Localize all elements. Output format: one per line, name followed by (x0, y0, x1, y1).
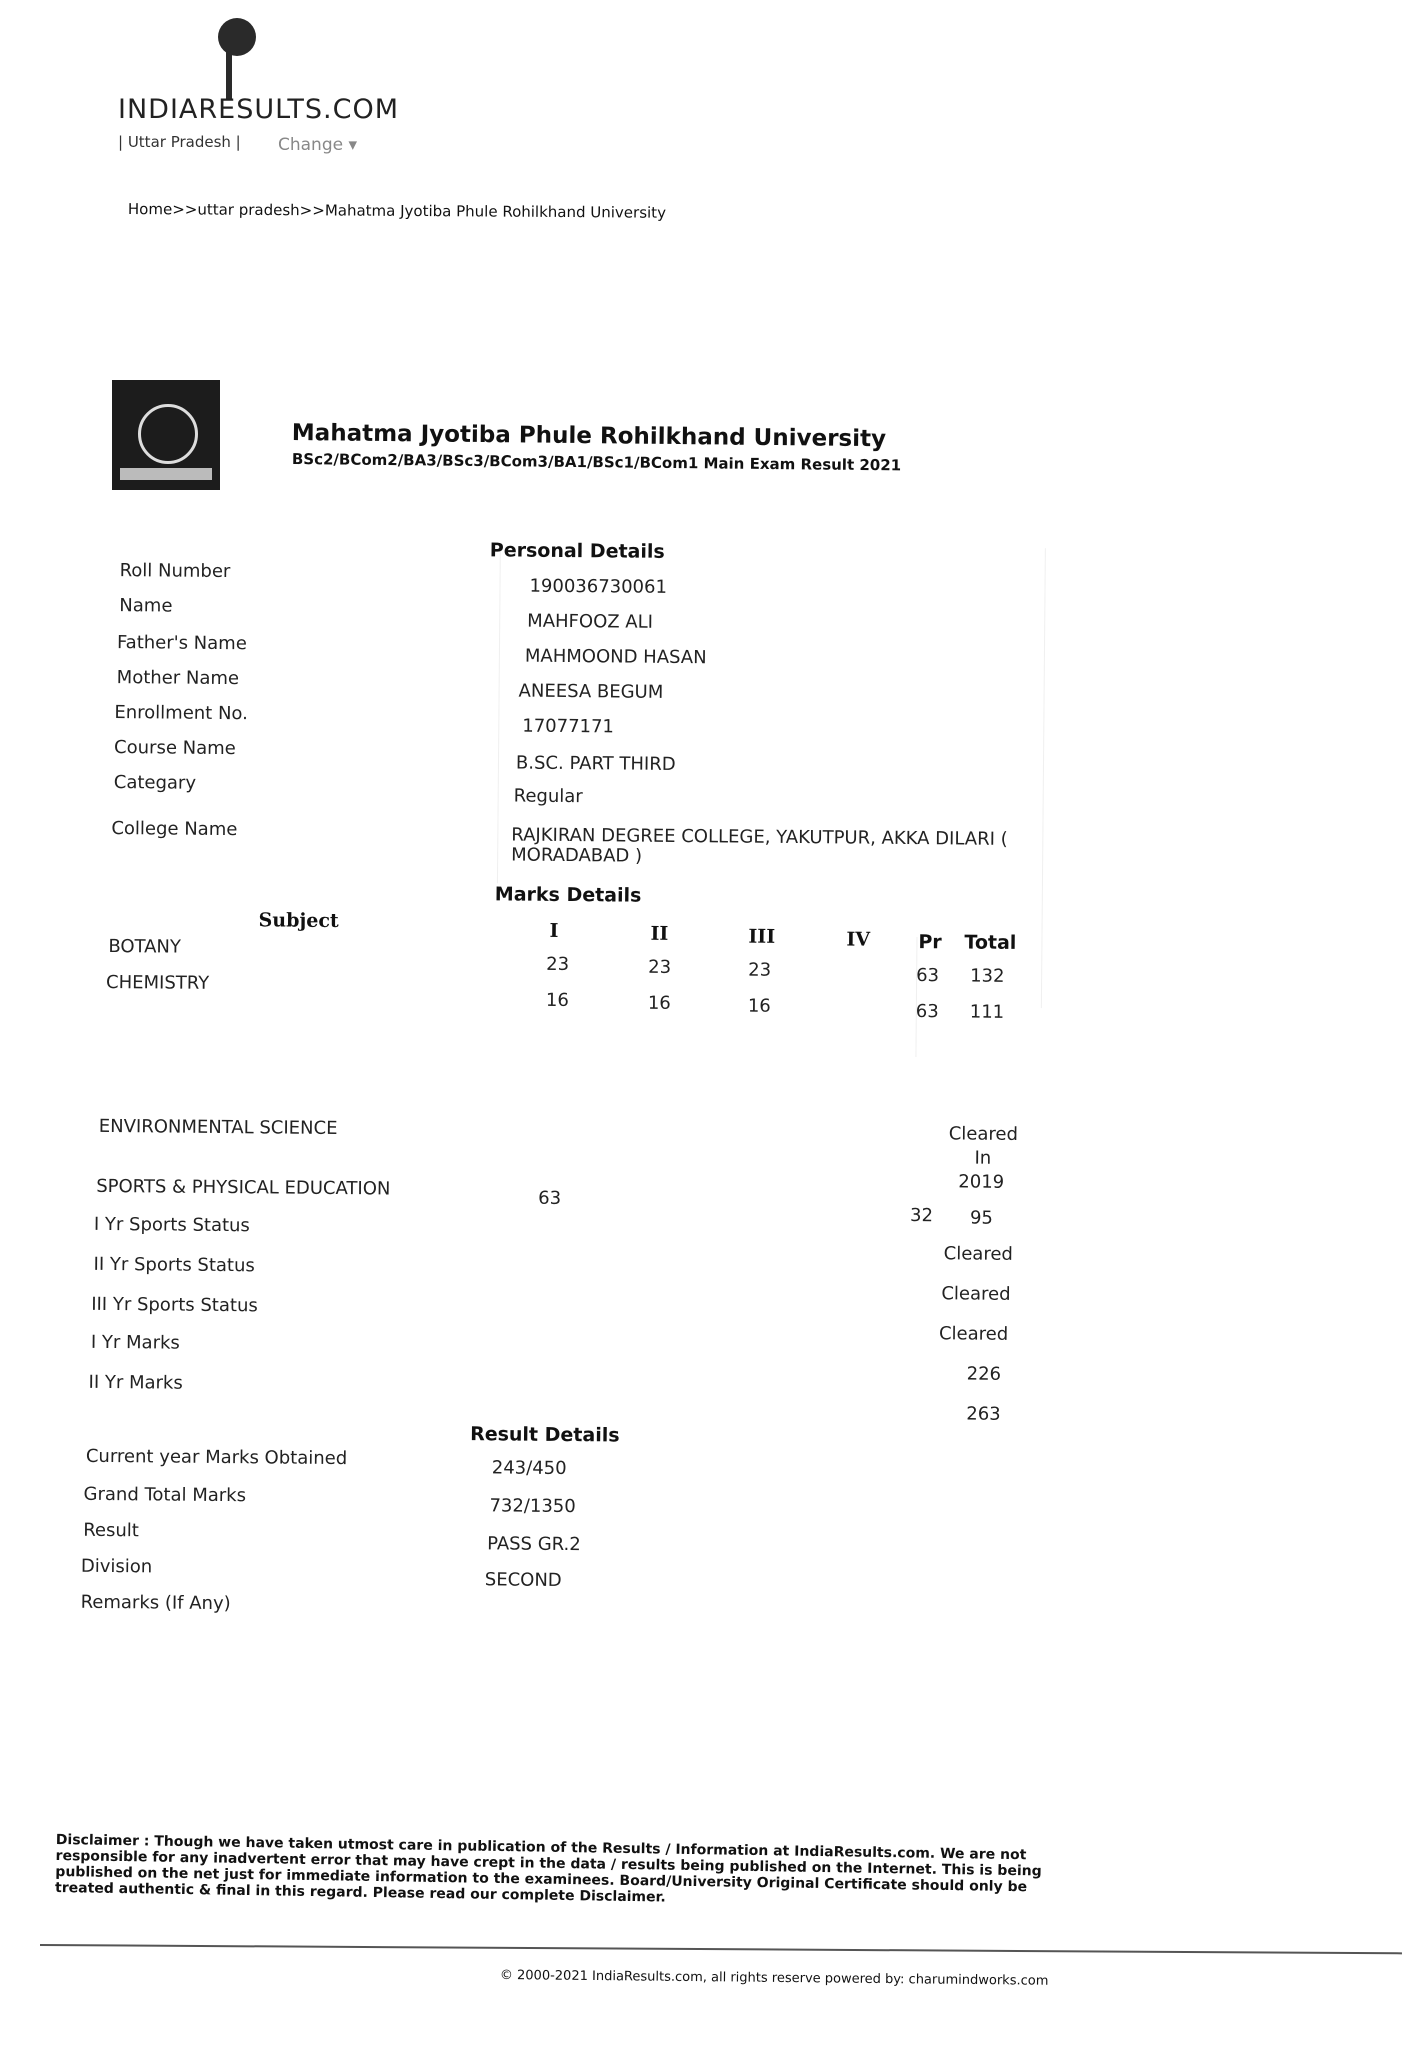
sports-mark-pr: 32 (909, 1205, 934, 1227)
grand-total-label: Grand Total Marks (83, 1483, 247, 1507)
college-name-value: RAJKIRAN DEGREE COLLEGE, YAKUTPUR, AKKA DILARI ( MORADABAD ) (511, 824, 1008, 867)
breadcrumb[interactable]: Home>>uttar pradesh>>Mahatma Jyotiba Phule Rohilkhand University (127, 200, 667, 222)
mark-i: 23 (546, 953, 570, 976)
roll-number-value: 190036730061 (529, 575, 668, 598)
site-logo-text[interactable]: INDIARESULTS.COM (118, 94, 400, 125)
environmental-status-line3: 2019 (958, 1171, 1005, 1193)
col-iii: III (748, 925, 776, 948)
col-total: Total (964, 931, 1017, 954)
mark-total: 111 (969, 1001, 1005, 1023)
category-value: Regular (513, 785, 583, 808)
state-selector: | Uttar Pradesh | (118, 133, 241, 151)
mark-total: 132 (970, 965, 1005, 987)
col-i: I (549, 919, 559, 942)
second-year-marks-label: II Yr Marks (88, 1371, 183, 1394)
environmental-status-line2: In (974, 1147, 992, 1169)
sports-status-1-label: I Yr Sports Status (93, 1213, 250, 1237)
sports-status-1-value: Cleared (943, 1243, 1013, 1265)
sports-mark-i: 63 (538, 1187, 562, 1209)
current-marks-value: 243/450 (491, 1457, 567, 1480)
col-ii: II (650, 922, 669, 945)
first-year-marks-value: 226 (966, 1363, 1002, 1385)
exam-title: BSc2/BCom2/BA3/BSc3/BCom3/BA1/BSc1/BCom1 Main Exam Result 2021 (291, 450, 902, 475)
current-marks-label: Current year Marks Obtained (85, 1445, 348, 1470)
sports-status-2-value: Cleared (941, 1283, 1011, 1305)
environmental-science-label: ENVIRONMENTAL SCIENCE (98, 1115, 338, 1140)
university-name: Mahatma Jyotiba Phule Rohilkhand University (291, 420, 887, 453)
father-name-label: Father's Name (116, 632, 247, 655)
result-label: Result (83, 1519, 139, 1542)
sports-status-3-label: III Yr Sports Status (91, 1293, 258, 1317)
mother-name-value: ANEESA BEGUM (518, 680, 664, 703)
enrollment-value: 17077171 (522, 715, 615, 738)
sports-label: SPORTS & PHYSICAL EDUCATION (96, 1175, 391, 1200)
mark-ii: 16 (647, 992, 671, 1014)
name-value: MAHFOOZ ALI (527, 610, 654, 633)
mark-pr: 63 (915, 1001, 939, 1023)
remarks-label: Remarks (If Any) (80, 1591, 231, 1615)
table-divider (497, 543, 501, 883)
name-label: Name (119, 595, 173, 617)
mark-pr: 63 (916, 965, 940, 987)
change-state-link[interactable]: Change ▾ (278, 135, 358, 155)
sports-status-2-label: II Yr Sports Status (93, 1253, 255, 1277)
roll-number-label: Roll Number (119, 560, 231, 583)
grand-total-value: 732/1350 (489, 1495, 576, 1518)
environmental-status-line1: Cleared (948, 1123, 1019, 1145)
table-divider (1041, 548, 1046, 1008)
subject-name: CHEMISTRY (105, 971, 210, 994)
subject-name: BOTANY (108, 936, 182, 958)
sports-status-3-value: Cleared (938, 1323, 1009, 1345)
result-details-heading: Result Details (470, 1423, 620, 1447)
marks-details-heading: Marks Details (494, 883, 642, 907)
course-name-label: Course Name (114, 737, 236, 760)
category-label: Categary (113, 772, 197, 794)
division-label: Division (80, 1555, 153, 1578)
father-name-value: MAHMOOND HASAN (524, 645, 707, 669)
disclaimer-text: Disclaimer : Though we have taken utmost care in publication of the Results / Information at IndiaResults.com. We are not responsible for any inadvertent error that may have crept in the data / results being published on the Internet. This is being published on the net just for immediate information to the examinees. Board/University Original Certificate should only be treated authentic & final in this regard. Please read our complete Disclaimer. (54, 1832, 1042, 1906)
copyright-text: © 2000-2021 IndiaResults.com, all rights reserve powered by: charumindworks.com (499, 1968, 1049, 1989)
table-divider (915, 937, 917, 1057)
col-subject: Subject (258, 909, 339, 933)
mark-ii: 23 (648, 956, 672, 978)
division-value: SECOND (484, 1569, 562, 1591)
mark-iii: 16 (747, 995, 771, 1017)
result-value: PASS GR.2 (487, 1533, 581, 1556)
col-iv: IV (846, 928, 871, 951)
personal-details-heading: Personal Details (489, 539, 665, 563)
second-year-marks-value: 263 (966, 1403, 1001, 1425)
college-name-label: College Name (111, 818, 238, 841)
mark-i: 16 (545, 989, 569, 1012)
mark-iii: 23 (748, 959, 772, 981)
enrollment-label: Enrollment No. (114, 702, 248, 725)
mother-name-label: Mother Name (116, 667, 240, 690)
course-name-value: B.SC. PART THIRD (515, 752, 676, 775)
first-year-marks-label: I Yr Marks (90, 1331, 180, 1354)
sports-mark-total: 95 (969, 1207, 994, 1229)
col-pr: Pr (918, 931, 942, 954)
